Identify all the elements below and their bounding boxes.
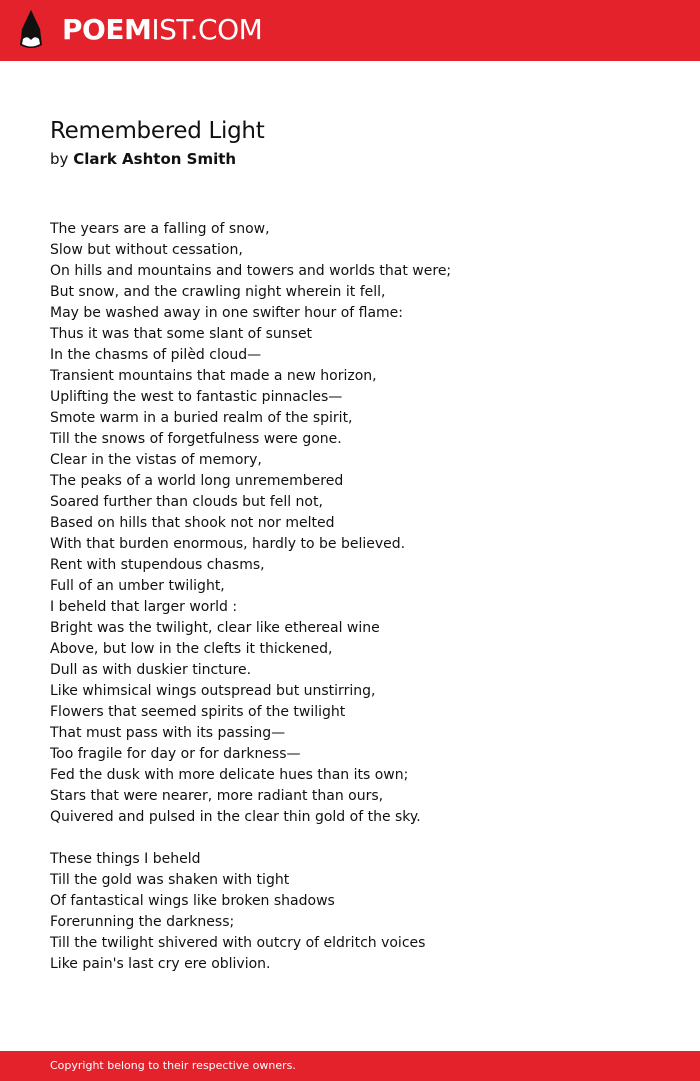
poem-line: Thus it was that some slant of sunset <box>50 326 313 342</box>
poem-line: But snow, and the crawling night wherein it fell, <box>50 284 386 300</box>
poem-line: Slow but without cessation, <box>50 242 243 258</box>
poem-line: These things I beheld <box>50 851 201 867</box>
poem-line: Full of an umber twilight, <box>50 578 225 594</box>
poem-line: Forerunning the darkness; <box>50 914 235 930</box>
copyright-notice: Copyright belong to their respective owners. <box>50 1059 296 1072</box>
poem-line: The years are a falling of snow, <box>50 221 270 237</box>
poem-title: Remembered Light <box>50 118 265 144</box>
byline <box>50 148 236 170</box>
poem-line: Bright was the twilight, clear like ethereal wine <box>50 620 380 636</box>
poem-line: Till the snows of forgetfulness were gone. <box>50 431 342 447</box>
poem-line: Transient mountains that made a new horizon, <box>50 368 377 384</box>
poem-line: May be washed away in one swifter hour of flame: <box>50 305 404 321</box>
poem-line: Soared further than clouds but fell not, <box>50 494 323 510</box>
site-logo[interactable] <box>62 12 262 48</box>
poem-line: On hills and mountains and towers and worlds that were; <box>50 263 452 279</box>
poem-stanza <box>50 849 670 975</box>
site-header <box>0 0 700 61</box>
poem-line: Rent with stupendous chasms, <box>50 557 265 573</box>
poem-line: Based on hills that shook not nor melted <box>50 515 335 531</box>
poem-line: In the chasms of pilèd cloud— <box>50 347 262 363</box>
poem-line: Flowers that seemed spirits of the twilight <box>50 704 346 720</box>
poem-line: I beheld that larger world : <box>50 599 238 615</box>
poem-line: Like whimsical wings outspread but unstirring, <box>50 683 376 699</box>
poem-line: That must pass with its passing— <box>50 725 286 741</box>
poem-line: Clear in the vistas of memory, <box>50 452 262 468</box>
by-label: by <box>50 150 69 168</box>
poem-line: Fed the dusk with more delicate hues than its own; <box>50 767 409 783</box>
poem-line: Above, but low in the clefts it thickened, <box>50 641 333 657</box>
site-footer <box>0 1051 700 1081</box>
logo-bold-text: POEM <box>62 13 152 46</box>
author-name: Clark Ashton Smith <box>73 150 237 168</box>
poem-line: Smote warm in a buried realm of the spirit, <box>50 410 353 426</box>
poem-line: Stars that were nearer, more radiant than ours, <box>50 788 384 804</box>
poem-body <box>50 219 670 975</box>
poem-line: Quivered and pulsed in the clear thin gold of the sky. <box>50 809 421 825</box>
poem-line: Till the gold was shaken with tight <box>50 872 290 888</box>
logo-light-text: IST.COM <box>151 13 263 46</box>
poem-stanza <box>50 219 670 828</box>
pencil-tip-icon[interactable] <box>18 9 44 51</box>
poem-line: Like pain's last cry ere oblivion. <box>50 956 271 972</box>
poem-line: Till the twilight shivered with outcry of eldritch voices <box>50 935 426 951</box>
poem-line: Of fantastical wings like broken shadows <box>50 893 335 909</box>
poem-line: The peaks of a world long unremembered <box>50 473 344 489</box>
poem-line: Dull as with duskier tincture. <box>50 662 252 678</box>
poem-line: With that burden enormous, hardly to be believed. <box>50 536 406 552</box>
poem-line: Uplifting the west to fantastic pinnacles— <box>50 389 343 405</box>
poem-line: Too fragile for day or for darkness— <box>50 746 301 762</box>
